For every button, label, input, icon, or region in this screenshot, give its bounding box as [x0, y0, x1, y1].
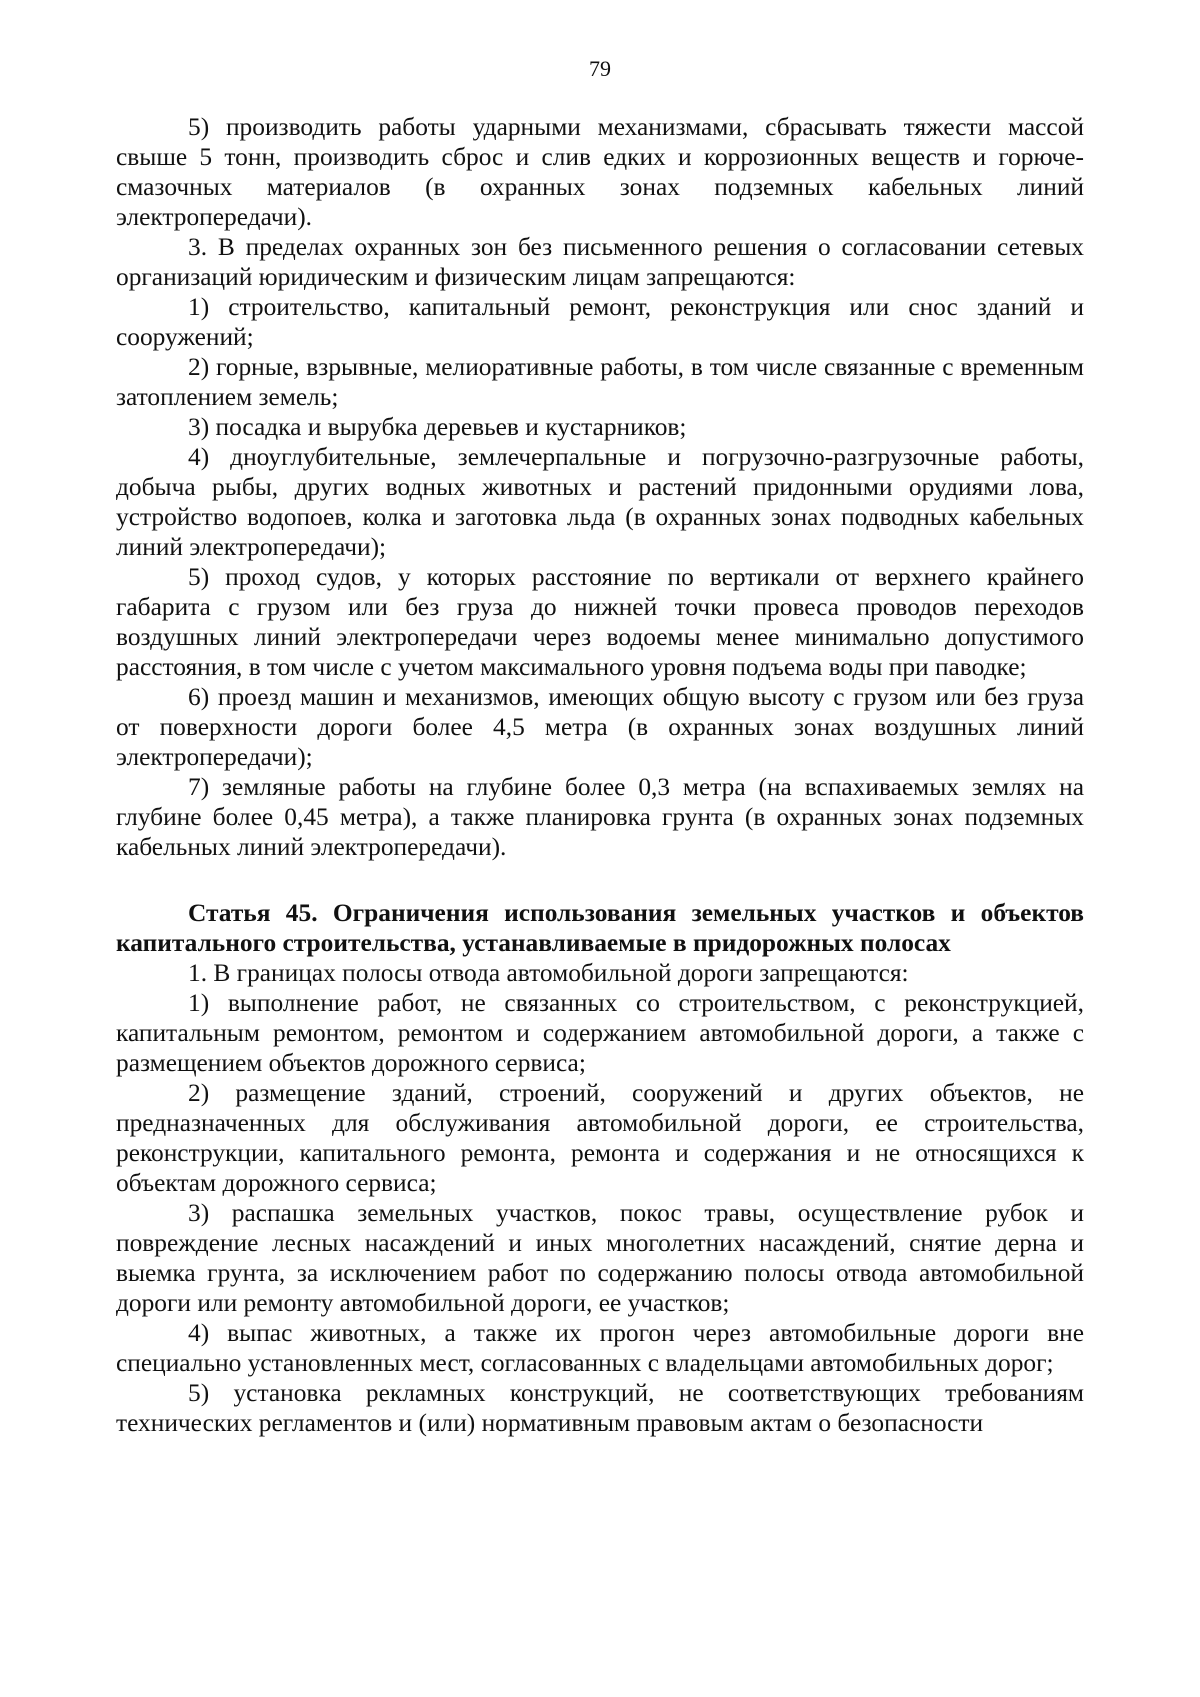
paragraph-road-item-4: 4) выпас животных, а также их прогон через автомобильные дороги вне специально установленных мест, согласованных с владельцами автомобильных дорог;: [116, 1319, 1084, 1377]
paragraph-section-3-intro: 3. В пределах охранных зон без письменного решения о согласовании сетевых организаций юридическим и физическим лицам запрещаются:: [116, 233, 1084, 291]
paragraph-restriction-item-6: 6) проезд машин и механизмов, имеющих общую высоту с грузом или без груза от поверхности дороги более 4,5 метра (в охранных зонах воздушных линий электропередачи);: [116, 683, 1084, 771]
paragraph-restriction-item-3: 3) посадка и вырубка деревьев и кустарников;: [188, 413, 687, 441]
paragraph-restriction-item-2: 2) горные, взрывные, мелиоративные работы, в том числе связанные с временным затоплением земель;: [116, 353, 1084, 411]
paragraph-road-item-2: 2) размещение зданий, строений, сооружений и других объектов, не предназначенных для обслуживания автомобильной дороги, ее строительства, реконструкции, капитального ремонта, ремонта и содержания и не относящихся к объектам дорожного сервиса;: [116, 1079, 1084, 1197]
paragraph-restriction-item-1: 1) строительство, капитальный ремонт, реконструкция или снос зданий и сооружений;: [116, 293, 1084, 351]
paragraph-restriction-item-4: 4) дноуглубительные, землечерпальные и погрузочно-разгрузочные работы, добыча рыбы, других водных животных и растений придонными орудиями лова, устройство водопоев, колка и заготовка льда (в охранных зонах подводных кабельных линий электропередачи);: [116, 443, 1084, 561]
paragraph-road-item-3: 3) распашка земельных участков, покос травы, осуществление рубок и повреждение лесных насаждений и иных многолетних насаждений, снятие дерна и выемка грунта, за исключением работ по содержанию полосы отвода автомобильной дороги или ремонту автомобильной дороги, ее участков;: [116, 1199, 1084, 1317]
paragraph-road-item-5: 5) установка рекламных конструкций, не соответствующих требованиям технических регламентов и (или) нормативным правовым актам о безопасности: [116, 1379, 1084, 1437]
paragraph-road-item-1: 1) выполнение работ, не связанных со строительством, с реконструкцией, капитальным ремонтом, ремонтом и содержанием автомобильной дороги, а также с размещением объектов дорожного сервиса;: [116, 989, 1084, 1077]
paragraph-protected-zone-item-5: 5) производить работы ударными механизмами, сбрасывать тяжести массой свыше 5 тонн, производить сброс и слив едких и коррозионных веществ и горюче-смазочных материалов (в охранных зонах подземных кабельных линий электропередачи).: [116, 113, 1084, 231]
document-body: [116, 112, 1084, 1438]
page-number: 79: [589, 56, 611, 81]
paragraph-restriction-item-5: 5) проход судов, у которых расстояние по вертикали от верхнего крайнего габарита с грузом или без груза до нижней точки провеса проводов переходов воздушных линий электропередачи через водоемы менее минимально допустимого расстояния, в том числе с учетом максимального уровня подъема воды при паводке;: [116, 563, 1084, 681]
paragraph-restriction-item-7: 7) земляные работы на глубине более 0,3 метра (на вспахиваемых землях на глубине более 0,45 метра), а также планировка грунта (в охранных зонах подземных кабельных линий электропередачи).: [116, 773, 1084, 861]
paragraph-article-45-intro: 1. В границах полосы отвода автомобильной дороги запрещаются:: [188, 959, 909, 987]
article-45-heading: Статья 45. Ограничения использования земельных участков и объектов капитального строительства, устанавливаемые в придорожных полосах: [116, 899, 1084, 957]
